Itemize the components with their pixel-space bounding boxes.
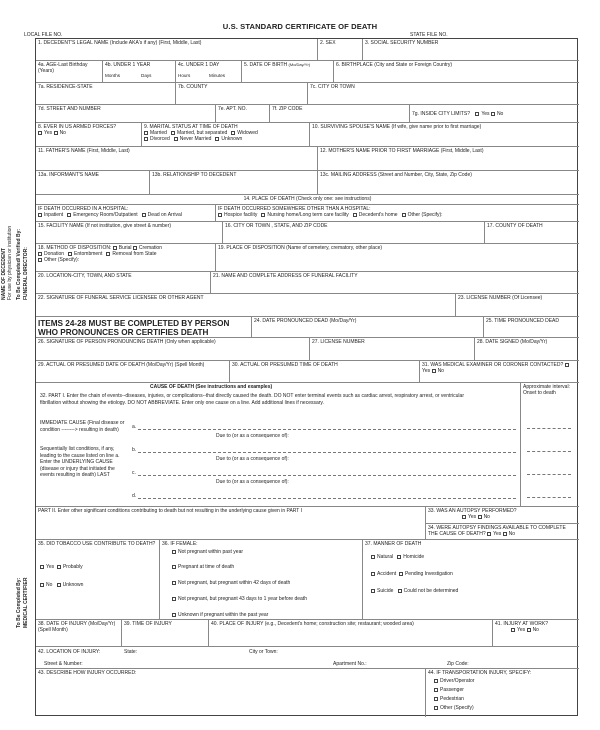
sequential-conditions-label: Sequentially list conditions, if any, leading to the cause listed on line a. Enter the UNDERLYING CAUSE (disease or injury that initiated the events resulting in death) LAST xyxy=(40,446,120,478)
field-31-coroner-contacted[interactable]: 31. WAS MEDICAL EXAMINER OR CORONER CONTACTED? Yes No xyxy=(420,361,579,383)
field-23-license-number[interactable]: 23. LICENSE NUMBER (Of Licensee) xyxy=(456,294,579,317)
checkbox-tobacco-yes[interactable] xyxy=(40,565,44,569)
checkbox-pregnant[interactable] xyxy=(172,565,176,569)
checkbox-33-no[interactable] xyxy=(478,515,482,519)
immediate-cause-label: IMMEDIATE CAUSE (Final disease or condition --------> resulting in death) xyxy=(40,420,125,433)
checkbox-passenger[interactable] xyxy=(434,688,438,692)
field-3-ssn[interactable]: 3. SOCIAL SECURITY NUMBER xyxy=(363,39,579,61)
side-label-medical-1: To Be Completed By: xyxy=(16,577,22,628)
checkbox-pregnant-42-days[interactable] xyxy=(172,581,176,585)
field-7e-apt[interactable]: 7e. APT. NO. xyxy=(216,105,270,123)
cause-of-death-section xyxy=(36,383,521,507)
field-4c-under-1-day[interactable]: 4c. UNDER 1 DAY Hours Minutes xyxy=(176,61,242,83)
field-42-zip-label: Zip Code: xyxy=(447,661,469,667)
field-15-facility-name[interactable]: 15. FACILITY NAME (If not institution, give street & number) xyxy=(36,222,223,244)
checkbox-donation[interactable] xyxy=(38,252,42,256)
checkbox-31-no[interactable] xyxy=(432,369,436,373)
checkbox-removal[interactable] xyxy=(106,252,110,256)
field-14-place-of-death-header: 14. PLACE OF DEATH (Check only one: see instructions) xyxy=(36,195,579,205)
local-file-number-label: LOCAL FILE NO. xyxy=(24,32,63,38)
checkbox-transport-other[interactable] xyxy=(434,706,438,710)
field-22-funeral-signature[interactable]: 22. SIGNATURE OF FUNERAL SERVICE LICENSEE OR OTHER AGENT xyxy=(36,294,456,317)
checkbox-driver[interactable] xyxy=(434,679,438,683)
part-1-instructions: 32. PART I. Enter the chain of events--diseases, injuries, or complications--that directly caused the death. DO NOT enter terminal events such as cardiac arrest, respiratory arrest, or ventricular fibrillation without showing the etiology. DO NOT ABBREVIATE. Enter only one cause on a line. Add additional lines if necessary. xyxy=(40,393,464,406)
checkbox-not-pregnant[interactable] xyxy=(172,550,176,554)
interval-b-input[interactable] xyxy=(527,451,571,452)
field-40-place-of-injury[interactable]: 40. PLACE OF INJURY (e.g., Decedent's home; construction site; restaurant; wooded area) xyxy=(209,620,493,647)
field-35-tobacco[interactable]: 35. DID TOBACCO USE CONTRIBUTE TO DEATH? Yes Probably No Unknown xyxy=(36,540,160,620)
field-9-marital-status[interactable]: 9. MARITAL STATUS AT TIME OF DEATH Married Married, but separated Widowed Divorced Never Married Unknown xyxy=(142,123,310,147)
field-30-time-of-death[interactable]: 30. ACTUAL OR PRESUMED TIME OF DEATH xyxy=(230,361,420,383)
checkbox-decedent-home[interactable] xyxy=(353,213,357,217)
checkbox-dead-on-arrival[interactable] xyxy=(142,213,146,217)
field-39-time-of-injury[interactable]: 39. TIME OF INJURY xyxy=(122,620,209,647)
field-42-location-of-injury[interactable] xyxy=(36,647,579,669)
checkbox-inpatient[interactable] xyxy=(38,213,42,217)
field-34-autopsy-findings[interactable]: 34. WERE AUTOPSY FINDINGS AVAILABLE TO COMPLETE THE CAUSE OF DEATH? Yes No xyxy=(426,524,579,540)
checkbox-undetermined[interactable] xyxy=(398,589,402,593)
checkbox-pregnant-unknown[interactable] xyxy=(172,613,176,617)
checkbox-34-no[interactable] xyxy=(503,532,507,536)
field-38-date-of-injury[interactable]: 38. DATE OF INJURY (Mo/Day/Yr) (Spell Month) xyxy=(36,620,122,647)
field-7c-city[interactable]: 7c. CITY OR TOWN xyxy=(308,83,579,105)
field-4c-hours: Hours xyxy=(178,73,191,78)
cause-of-death-title: CAUSE OF DEATH (See instructions and examples) xyxy=(150,384,273,390)
line-a-input[interactable] xyxy=(138,429,516,430)
field-13b-relationship[interactable]: 13b. RELATIONSHIP TO DECEDENT xyxy=(150,171,318,195)
part-2-conditions[interactable]: PART II. Enter other significant conditions contributing to death but not resulting in the underlying cause given in PART I xyxy=(36,507,426,540)
field-16-city-state-zip[interactable]: 16. CITY OR TOWN , STATE, AND ZIP CODE xyxy=(223,222,485,244)
checkbox-marital-unknown[interactable] xyxy=(215,137,219,141)
checkbox-separated[interactable] xyxy=(171,131,175,135)
checkbox-7g-no[interactable] xyxy=(491,112,495,116)
page-title: U.S. STANDARD CERTIFICATE OF DEATH xyxy=(222,22,378,31)
field-12-mother-name[interactable]: 12. MOTHER'S NAME PRIOR TO FIRST MARRIAGE (First, Middle, Last) xyxy=(318,147,579,171)
field-33-autopsy[interactable]: 33. WAS AN AUTOPSY PERFORMED? Yes No xyxy=(426,507,579,524)
line-c-letter: c. xyxy=(132,470,136,476)
line-d-input[interactable] xyxy=(138,498,516,499)
side-label-physician: For use by physician or institution xyxy=(7,225,13,300)
checkbox-suicide[interactable] xyxy=(371,589,375,593)
checkbox-8-no[interactable] xyxy=(54,131,58,135)
checkbox-hospice[interactable] xyxy=(218,213,222,217)
field-25-time-pronounced[interactable]: 25. TIME PRONOUNCED DEAD xyxy=(484,317,579,338)
checkbox-married[interactable] xyxy=(144,131,148,135)
field-5-date-of-birth[interactable]: 5. DATE OF BIRTH (Mo/Day/Yr) xyxy=(242,61,334,83)
field-42-street-label: Street & Number: xyxy=(44,661,83,667)
side-label-decedent: NAME OF DECEDENT xyxy=(1,248,7,300)
line-b-letter: b. xyxy=(132,447,137,453)
checkbox-homicide[interactable] xyxy=(397,555,401,559)
field-4b-days: Days xyxy=(141,73,152,78)
checkbox-nursing-home[interactable] xyxy=(261,213,265,217)
checkbox-accident[interactable] xyxy=(371,572,375,576)
checkbox-41-no[interactable] xyxy=(527,628,531,632)
checkbox-widowed[interactable] xyxy=(231,131,235,135)
field-7f-zip[interactable]: 7f. ZIP CODE xyxy=(270,105,410,123)
line-a-due-to: Due to (or as a consequence of): xyxy=(216,433,289,439)
line-b-input[interactable] xyxy=(138,452,516,453)
field-42-label: 42. LOCATION OF INJURY: xyxy=(38,649,101,655)
checkbox-tobacco-probably[interactable] xyxy=(57,565,61,569)
items-24-28-notice: ITEMS 24-28 MUST BE COMPLETED BY PERSON WHO PRONOUNCES OR CERTIFIES DEATH xyxy=(36,317,252,338)
field-41-injury-at-work[interactable]: 41. INJURY AT WORK? Yes No xyxy=(493,620,579,647)
checkbox-41-yes[interactable] xyxy=(511,628,515,632)
field-37-manner-of-death[interactable]: 37. MANNER OF DEATH Natural Homicide Accident Pending Investigation Suicide Could not be determined xyxy=(363,540,579,620)
checkbox-cremation[interactable] xyxy=(133,246,137,250)
field-4a-age[interactable]: 4a. AGE-Last Birthday (Years) xyxy=(36,61,103,83)
checkbox-never-married[interactable] xyxy=(174,137,178,141)
field-42-state-label: State: xyxy=(124,649,138,655)
onset-interval-column: Approximate interval: Onset to death xyxy=(521,383,579,507)
field-42-city-label: City or Town: xyxy=(249,649,278,655)
checkbox-other-place[interactable] xyxy=(402,213,406,217)
field-7g-inside-city[interactable]: 7g. INSIDE CITY LIMITS? Yes No xyxy=(410,105,579,123)
line-c-due-to: Due to (or as a consequence of): xyxy=(216,479,289,485)
field-18-disposition-method[interactable]: 18. METHOD OF DISPOSITION: Burial Cremation Donation Entombment Removal from State Other (Specify): xyxy=(36,244,216,272)
field-42-apt-label: Apartment No.: xyxy=(333,661,367,667)
interval-c-input[interactable] xyxy=(527,474,571,475)
field-10-spouse-name[interactable]: 10. SURVIVING SPOUSE'S NAME (If wife, give name prior to first marriage) xyxy=(310,123,579,147)
field-43-how-injury-occurred[interactable]: 43. DESCRIBE HOW INJURY OCCURRED: xyxy=(36,669,426,717)
checkbox-natural[interactable] xyxy=(371,555,375,559)
checkbox-tobacco-unknown[interactable] xyxy=(57,583,61,587)
line-a-letter: a. xyxy=(132,424,137,430)
field-14-hospital[interactable]: IF DEATH OCCURRED IN A HOSPITAL: Inpatient Emergency Room/Outpatient Dead on Arrival xyxy=(36,205,216,222)
side-label-funeral-1: To Be Completed/ Verified By: xyxy=(16,228,22,300)
state-file-number-label: STATE FILE NO. xyxy=(410,32,448,38)
field-20-location[interactable]: 20. LOCATION-CITY, TOWN, AND STATE xyxy=(36,272,211,294)
field-36-if-female[interactable]: 36. IF FEMALE: Not pregnant within past year Pregnant at time of death Not pregnant, but pregnant within 42 days of death Not pregnant, but pregnant 43 days to 1 year before death Unknown if pregnant within the past year xyxy=(160,540,363,620)
line-d-letter: d. xyxy=(132,493,137,499)
checkbox-34-yes[interactable] xyxy=(487,532,491,536)
field-7b-county[interactable]: 7b. COUNTY xyxy=(176,83,308,105)
checkbox-pregnant-43-days[interactable] xyxy=(172,597,176,601)
field-29-date-of-death[interactable]: 29. ACTUAL OR PRESUMED DATE OF DEATH (Mo/Day/Yr) (Spell Month) xyxy=(36,361,230,383)
checkbox-disposition-other[interactable] xyxy=(38,258,42,262)
checkbox-pedestrian[interactable] xyxy=(434,697,438,701)
field-44-transportation[interactable]: 44. IF TRANSPORTATION INJURY, SPECIFY: Driver/Operator Passenger Pedestrian Other (Specify) xyxy=(428,670,532,711)
checkbox-pending[interactable] xyxy=(399,572,403,576)
checkbox-8-yes[interactable] xyxy=(38,131,42,135)
line-c-input[interactable] xyxy=(138,475,516,476)
field-7d-street[interactable]: 7d. STREET AND NUMBER xyxy=(36,105,216,123)
field-8-armed-forces[interactable]: 8. EVER IN US ARMED FORCES? Yes No xyxy=(36,123,142,147)
field-4b-months: Months xyxy=(105,73,121,78)
field-26-pronouncer-signature[interactable]: 26. SIGNATURE OF PERSON PRONOUNCING DEATH (Only when applicable) xyxy=(36,338,310,361)
field-7a-residence-state[interactable]: 7a. RESIDENCE-STATE xyxy=(36,83,176,105)
checkbox-tobacco-no[interactable] xyxy=(40,583,44,587)
field-11-father-name[interactable]: 11. FATHER'S NAME (First, Middle, Last) xyxy=(36,147,318,171)
checkbox-7g-yes[interactable] xyxy=(475,112,479,116)
checkbox-entombment[interactable] xyxy=(68,252,72,256)
field-17-county-of-death[interactable]: 17. COUNTY OF DEATH xyxy=(485,222,579,244)
field-13a-informant-name[interactable]: 13a. INFORMANT'S NAME xyxy=(36,171,150,195)
death-certificate-form xyxy=(35,38,578,716)
interval-d-input[interactable] xyxy=(527,497,571,498)
field-19-place-of-disposition[interactable]: 19. PLACE OF DISPOSITION (Name of cemetery, crematory, other place) xyxy=(216,244,579,272)
field-4c-minutes: Minutes xyxy=(209,73,226,78)
field-2-sex[interactable]: 2. SEX xyxy=(318,39,363,61)
checkbox-emergency-room[interactable] xyxy=(67,213,71,217)
checkbox-33-yes[interactable] xyxy=(462,515,466,519)
field-6-birthplace[interactable]: 6. BIRTHPLACE (City and State or Foreign Country) xyxy=(334,61,579,83)
field-24-date-pronounced[interactable]: 24. DATE PRONOUNCED DEAD (Mo/Day/Yr) xyxy=(252,317,484,338)
interval-a-input[interactable] xyxy=(527,428,571,429)
field-14-other-place[interactable]: IF DEATH OCCURRED SOMEWHERE OTHER THAN A HOSPITAL: Hospice facility Nursing home/Long term care facility Decedent's home Other (Specify): xyxy=(216,205,579,222)
field-27-license-number[interactable]: 27. LICENSE NUMBER xyxy=(310,338,475,361)
field-28-date-signed[interactable]: 28. DATE SIGNED (Mo/Day/Yr) xyxy=(475,338,579,361)
field-4b-under-1-year[interactable]: 4b. UNDER 1 YEAR Months Days xyxy=(103,61,176,83)
field-13c-mailing-address[interactable]: 13c. MAILING ADDRESS (Street and Number, City, State, Zip Code) xyxy=(318,171,579,195)
checkbox-burial[interactable] xyxy=(113,246,117,250)
field-1-legal-name[interactable]: 1. DECEDENT'S LEGAL NAME (Include AKA's if any) (First, Middle, Last) xyxy=(36,39,318,61)
side-label-funeral-2: FUNERAL DIRECTOR: xyxy=(23,247,29,300)
field-21-funeral-facility[interactable]: 21. NAME AND COMPLETE ADDRESS OF FUNERAL FACILITY xyxy=(211,272,579,294)
checkbox-divorced[interactable] xyxy=(144,137,148,141)
checkbox-31-yes[interactable] xyxy=(565,363,569,367)
side-label-medical-2: MEDICAL CERTIFIER xyxy=(23,577,29,628)
line-b-due-to: Due to (or as a consequence of): xyxy=(216,456,289,462)
